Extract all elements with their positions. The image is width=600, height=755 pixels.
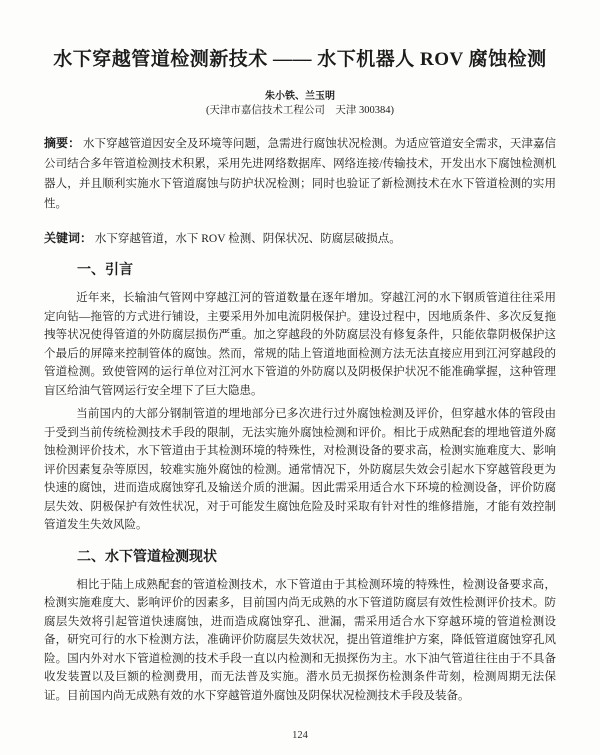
keywords-text: 水下穿越管道，水下 ROV 检测、阴保状况、防腐层破损点。 bbox=[94, 233, 401, 245]
abstract-text: 水下穿越管道因安全及环境等问题，急需进行腐蚀状况检测。为适应管道安全需求，天津嘉信公司结合多年管道检测技术积累，采用先进网络数据库、网络连接/传输技术，开发出水下腐蚀检测机器人，并且顺利实施水下管道腐蚀与防护状况检测；同时也验证了新检测技术在水下管道检测的实用性。 bbox=[44, 138, 557, 210]
paper-title: 水下穿越管道检测新技术 —— 水下机器人 ROV 腐蚀检测 bbox=[53, 49, 547, 70]
page-number: 124 bbox=[292, 730, 308, 741]
section-heading-current-status: 二、水下管道检测现状 bbox=[77, 549, 217, 565]
abstract-label: 摘要： bbox=[44, 136, 81, 150]
section-heading-introduction: 一、引言 bbox=[77, 263, 133, 278]
abstract bbox=[44, 133, 556, 214]
paragraph: 近年来，长输油气管网中穿越江河的管道数量在逐年增加。穿越江河的水下钢质管道往往采用定向钻—拖管的方式进行铺设，主要采用外加电流阴极保护。建设过程中，因地质条件、多次反复拖拽等状况使得管道的外防腐层损伤严重。加之穿越段的外防腐层没有修复条件，只能依靠阴极保护这个最后的屏障来控制管体的腐蚀。然而，常规的陆上管道地面检测方法无法直接应用到江河穿越段的管道检测。致使管网的运行单位对江河水下管道的外防腐以及阴极保护状况不能准确掌握，这种管理盲区给油气管网运行安全埋下了巨大隐患。 bbox=[44, 292, 556, 397]
paragraph: 当前国内的大部分钢制管道的埋地部分已多次进行过外腐蚀检测及评价，但穿越水体的管段由于受到当前传统检测技术手段的限制，无法实施外腐蚀检测和评价。相比于成熟配套的埋地管道外腐蚀检测评价技术，水下管道由于其检测环境的特殊性，对检测设备的要求高，检测实施难度大、影响评价因素复杂等原因，较难实施外腐蚀的检测。通常情况下，外防腐层失效会引起水下穿越管段更为快速的腐蚀，进而造成腐蚀穿孔及输送介质的泄漏。因此需采用适合水下环境的检测设备，评价防腐层失效、阴极保护有效性状况，对于可能发生腐蚀危险及时采取有针对性的维修措施，才能有效控制管道发生失效风险。 bbox=[44, 408, 556, 531]
paragraph: 相比于陆上成熟配套的管道检测技术，水下管道由于其检测环境的特殊性，检测设备要求高，检测实施难度大、影响评价的因素多，目前国内尚无成熟的水下管道防腐层有效性检测评价技术。防腐层失效将引起管道快速腐蚀，进而造成腐蚀穿孔、泄漏，需采用适合水下穿越环境的管道检测设备，研究可行的水下检测方法，准确评价防腐层失效状况，提出管道维护方案，降低管道腐蚀穿孔风险。国内外对水下管道检测的技术手段一直以内检测和无损探伤为主。水下油气管道往往由于不具备收发装置以及巨额的检测费用，而无法普及实施。潜水员无损探伤检测条件苛刻，检测周期无法保证。目前国内尚无成熟有效的水下穿越管道外腐蚀及阴保状况检测技术手段及装备。 bbox=[44, 578, 556, 702]
affiliation: (天津市嘉信技术工程公司 天津 300384) bbox=[205, 105, 395, 116]
keywords-label: 关键词： bbox=[44, 231, 93, 245]
authors: 朱小铁、兰玉明 bbox=[265, 91, 335, 102]
keywords bbox=[44, 229, 556, 248]
